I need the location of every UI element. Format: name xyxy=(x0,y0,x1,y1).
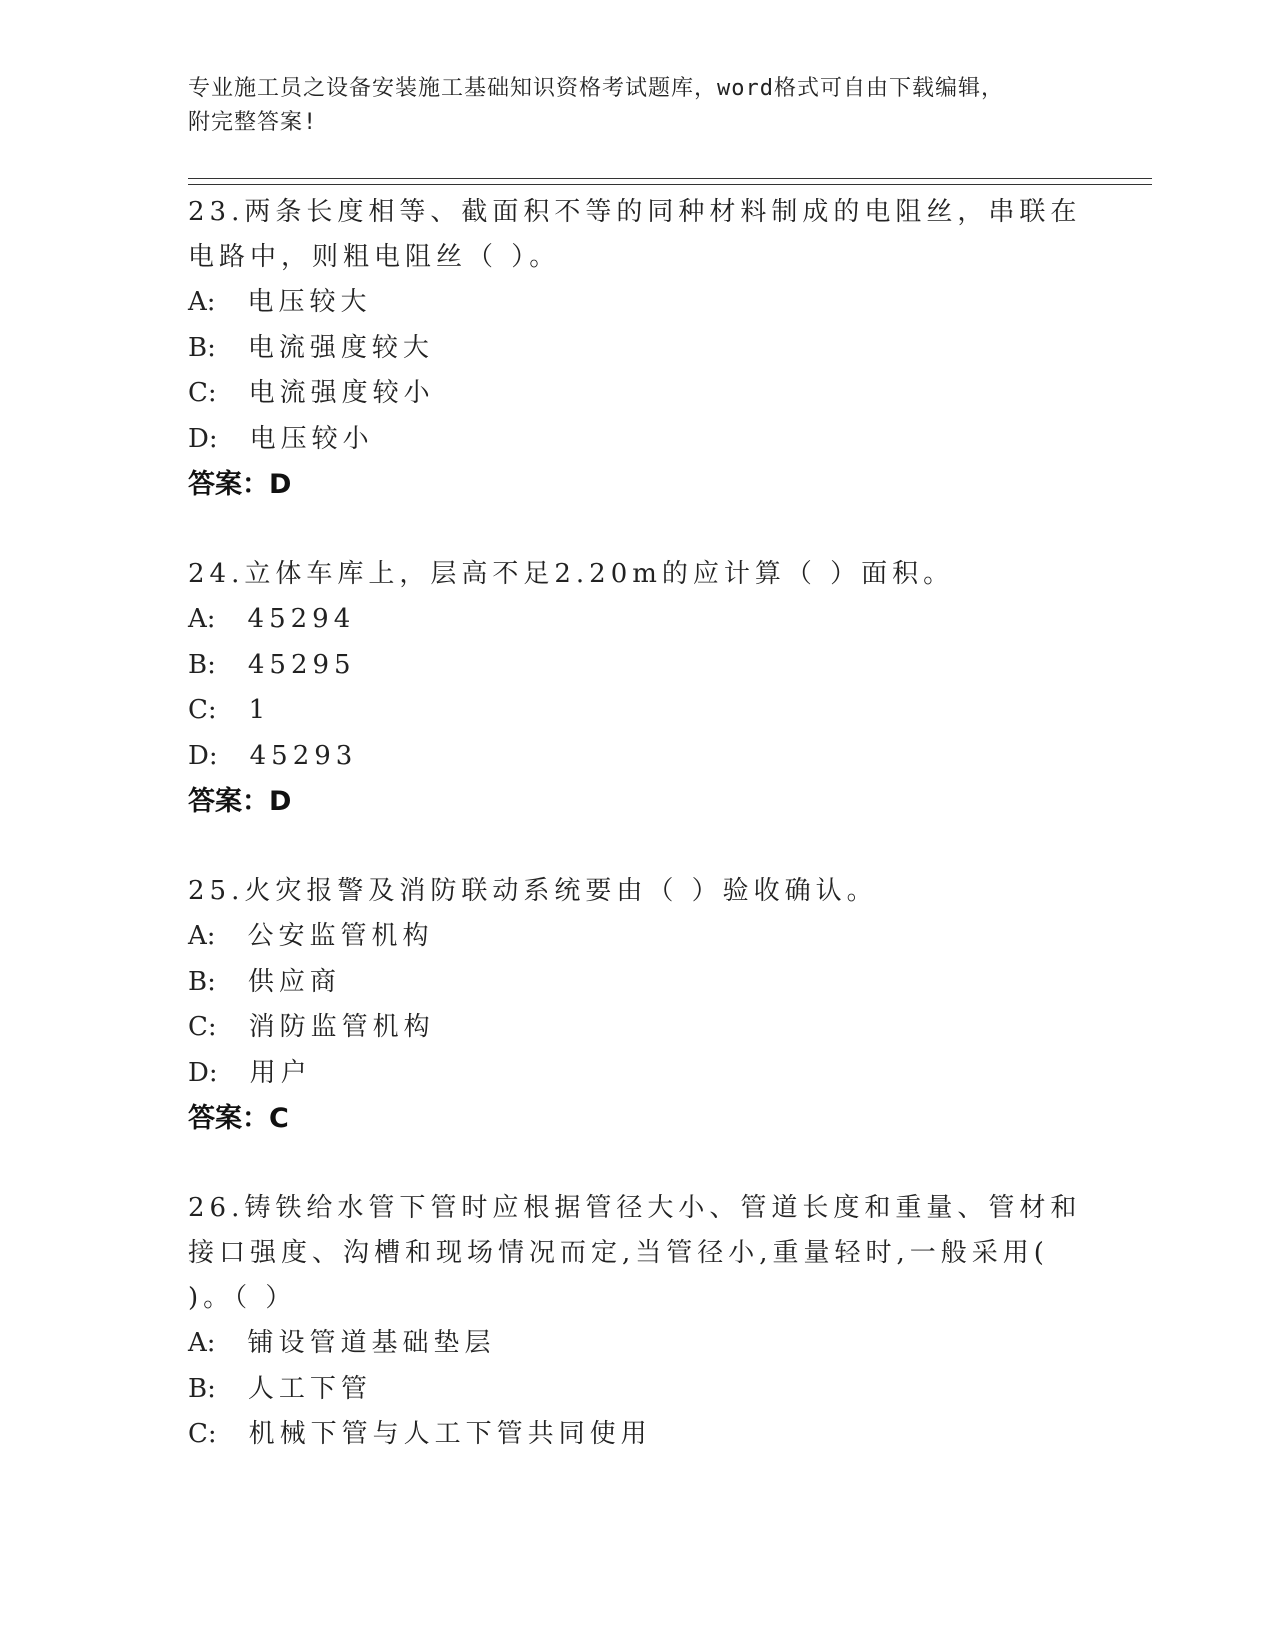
answer-line: 答案：D xyxy=(188,786,292,817)
option-a xyxy=(188,1321,1088,1367)
option-letter: B: xyxy=(188,1373,216,1404)
option-b xyxy=(188,326,1088,372)
answer-line: 答案：C xyxy=(188,1103,289,1134)
option-b xyxy=(188,960,1088,1006)
option-letter: B: xyxy=(188,332,216,363)
option-letter: C: xyxy=(188,1012,217,1042)
option-letter: A: xyxy=(188,604,216,634)
option-text: 1 xyxy=(248,695,271,725)
option-d xyxy=(188,1051,1088,1097)
question-stem: 23.两条长度相等、截面积不等的同种材料制成的电阻丝，串联在电路中，则粗电阻丝（ ）。 xyxy=(188,197,1082,272)
question-stem: 24.立体车库上，层高不足2.20m的应计算（ ）面积。 xyxy=(188,559,955,589)
question-24 xyxy=(188,552,1088,869)
option-c xyxy=(188,688,1088,734)
option-c xyxy=(188,1412,1088,1458)
question-25 xyxy=(188,869,1088,1186)
document-header xyxy=(188,72,1088,140)
option-b xyxy=(188,1367,1088,1413)
option-a xyxy=(188,914,1088,960)
header-divider-top xyxy=(188,178,1152,179)
option-text: 消防监管机构 xyxy=(248,1012,435,1042)
option-d xyxy=(188,417,1088,463)
question-23 xyxy=(188,190,1088,552)
option-letter: D: xyxy=(188,1057,218,1088)
option-letter: B: xyxy=(188,649,216,680)
option-text: 45295 xyxy=(247,649,356,680)
option-letter: C: xyxy=(188,695,217,725)
question-stem: 25.火灾报警及消防联动系统要由（ ）验收确认。 xyxy=(188,876,878,906)
option-a xyxy=(188,597,1088,643)
option-c xyxy=(188,371,1088,417)
header-line-1: 专业施工员之设备安装施工基础知识资格考试题库，word格式可自由下载编辑， xyxy=(188,76,1004,101)
option-letter: A: xyxy=(188,1328,216,1358)
option-text: 45293 xyxy=(249,740,358,771)
option-a xyxy=(188,280,1088,326)
option-text: 电压较小 xyxy=(249,423,374,454)
header-line-2: 附完整答案! xyxy=(188,110,318,135)
option-text: 45294 xyxy=(247,604,356,634)
option-text: 公安监管机构 xyxy=(247,921,434,951)
option-d xyxy=(188,734,1088,780)
option-text: 电流强度较大 xyxy=(247,332,434,363)
header-divider-bottom xyxy=(188,184,1152,185)
option-letter: C: xyxy=(188,1419,217,1449)
option-letter: A: xyxy=(188,921,216,951)
option-text: 供应商 xyxy=(247,966,341,997)
question-list xyxy=(188,190,1088,1458)
option-letter: D: xyxy=(188,740,218,771)
option-letter: D: xyxy=(188,423,218,454)
answer-line: 答案：D xyxy=(188,469,292,500)
option-text: 用户 xyxy=(249,1057,312,1088)
option-letter: A: xyxy=(188,287,216,317)
option-b xyxy=(188,643,1088,689)
option-text: 机械下管与人工下管共同使用 xyxy=(248,1419,652,1449)
option-c xyxy=(188,1005,1088,1051)
question-stem: 26.铸铁给水管下管时应根据管径大小、管道长度和重量、管材和接口强度、沟槽和现场情况而定,当管径小,重量轻时,一般采用( )。（ ） xyxy=(188,1193,1082,1313)
option-letter: C: xyxy=(188,378,217,408)
option-letter: B: xyxy=(188,966,216,997)
option-text: 人工下管 xyxy=(247,1373,372,1404)
option-text: 电压较大 xyxy=(247,287,372,317)
option-text: 铺设管道基础垫层 xyxy=(247,1328,496,1358)
question-26 xyxy=(188,1186,1088,1458)
option-text: 电流强度较小 xyxy=(248,378,435,408)
